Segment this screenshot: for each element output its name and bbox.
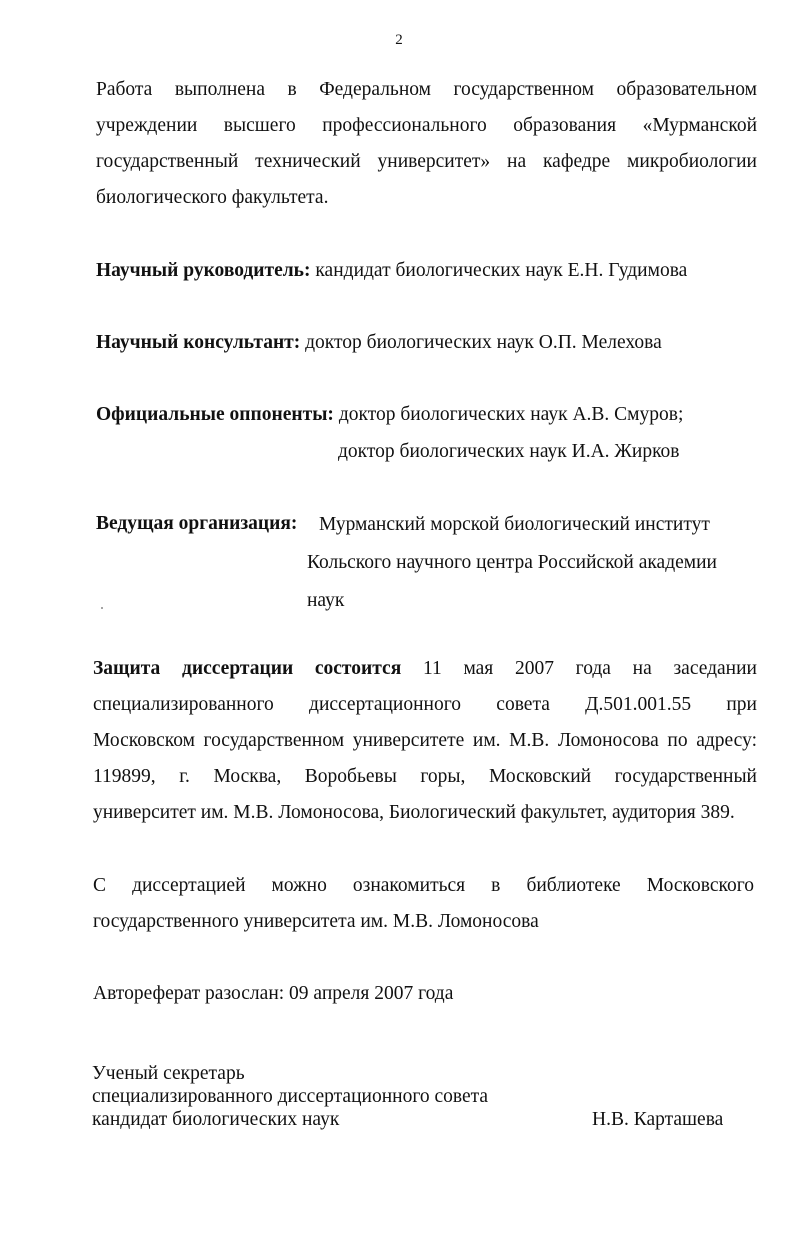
intro-line-1: Работа выполнена в Федеральном государственном образовательном: [96, 79, 757, 100]
consultant-row: [96, 325, 662, 361]
scan-speck: [101, 607, 103, 609]
intro-line-2: учреждении высшего профессионального образования «Мурманской: [96, 115, 757, 136]
secretary-degree: кандидат биологических наук: [92, 1109, 340, 1130]
intro-paragraph: [96, 72, 757, 216]
defense-label: Защита диссертации состоится: [93, 658, 402, 679]
intro-line-4: биологического факультета.: [96, 187, 329, 208]
defense-line-5: университет им. М.В. Ломоносова, Биологический факультет, аудитория 389.: [93, 802, 735, 823]
abstract-sent: Автореферат разослан: 09 апреля 2007 года: [93, 983, 454, 1004]
opponents-label: Официальные оппоненты:: [96, 404, 334, 425]
library-paragraph: [93, 868, 754, 940]
leading-org-label: Ведущая организация:: [96, 513, 298, 534]
supervisor-value: кандидат биологических наук Е.Н. Гудимова: [315, 260, 688, 281]
leading-org-line-1: Мурманский морской биологический институт: [319, 514, 710, 535]
opponent-2: доктор биологических наук И.А. Жирков: [338, 441, 680, 462]
library-line-1: С диссертацией можно ознакомиться в библиотеке Московского: [93, 875, 754, 896]
consultant-value: доктор биологических наук О.П. Мелехова: [305, 332, 662, 353]
opponent-1: доктор биологических наук А.В. Смуров;: [338, 404, 684, 425]
supervisor-label: Научный руководитель:: [96, 260, 311, 281]
intro-line-3: государственный технический университет» на кафедре микробиологии: [96, 151, 757, 172]
defense-line-3: Московском государственном университете им. М.В. Ломоносова по адресу:: [93, 730, 757, 751]
supervisor-row: [96, 253, 687, 289]
leading-org-line-3: наук: [307, 590, 345, 611]
defense-date: 11 мая 2007 года на заседании: [422, 658, 757, 679]
leading-org-line-2: Кольского научного центра Российской академии: [307, 552, 717, 573]
secretary-title: Ученый секретарь: [92, 1063, 245, 1084]
secretary-name: Н.В. Карташева: [592, 1109, 724, 1130]
page-number: 2: [395, 32, 403, 48]
defense-paragraph: [93, 651, 757, 831]
defense-line-2: специализированного диссертационного совета Д.501.001.55 при: [93, 694, 757, 715]
consultant-label: Научный консультант:: [96, 332, 301, 353]
defense-line-1: [93, 651, 757, 687]
opponents-row: [96, 397, 683, 433]
defense-line-4: 119899, г. Москва, Воробьевы горы, Московский государственный: [93, 766, 757, 787]
secretary-council: специализированного диссертационного совета: [92, 1086, 489, 1107]
leading-org-value: [307, 506, 747, 620]
library-line-2: государственного университета им. М.В. Ломоносова: [93, 911, 539, 932]
